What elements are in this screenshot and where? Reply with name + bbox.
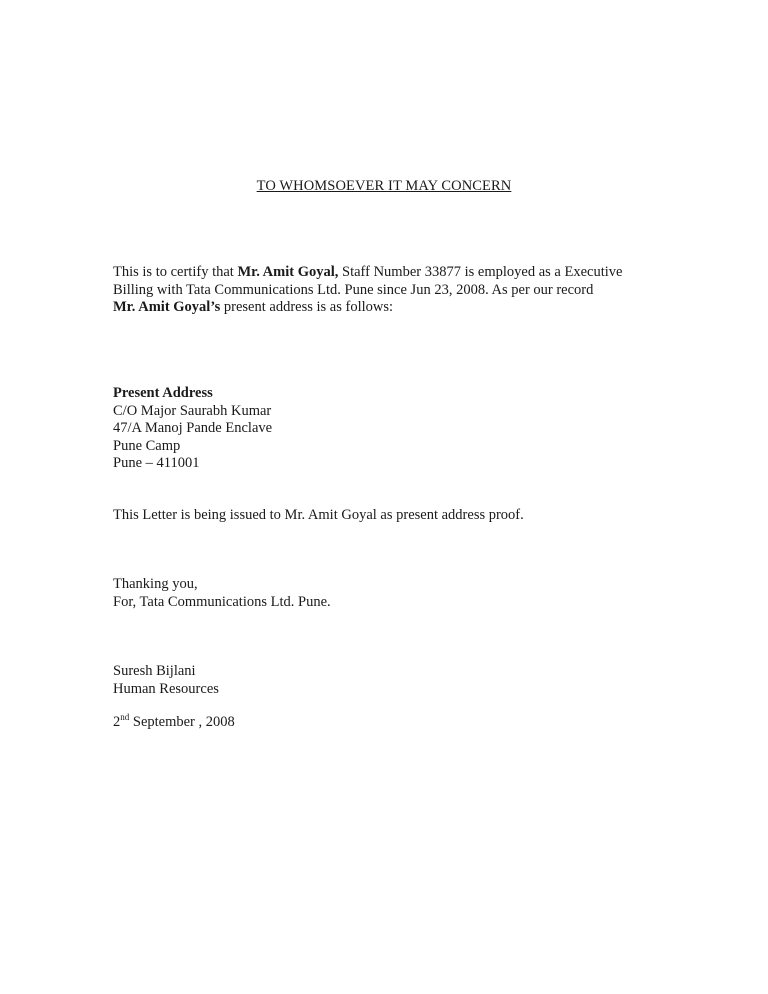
paragraph-text: Staff Number 33877 is employed as a Executive [338,264,623,280]
thanking-line: Thanking you, [113,576,198,592]
signatory-department: Human Resources [113,680,219,697]
date-day: 2 [113,714,121,730]
signatory-name: Suresh Bijlani [113,663,196,679]
paragraph-line-3 [113,299,673,317]
address-line: Pune Camp [113,437,181,454]
letter-date [113,714,673,732]
issued-statement: This Letter is being issued to Mr. Amit Goyal as present address proof. [113,507,524,523]
paragraph-line-1 [113,264,673,282]
date-month-year: September , 2008 [129,714,235,730]
employee-name: Mr. Amit Goyal, [237,264,339,280]
present-address-block [113,385,673,473]
employee-name-possessive: Mr. Amit Goyal’s [113,299,221,315]
address-line: 47/A Manoj Pande Enclave [113,420,273,436]
closing-block [113,576,673,611]
signatory-block [113,663,673,698]
date-ordinal-suffix: nd [120,712,130,722]
paragraph-text: present address is as follows: [220,299,394,315]
certification-paragraph [113,264,673,317]
address-line: C/O Major Saurabh Kumar [113,402,272,419]
address-label: Present Address [113,385,213,401]
paragraph-line-2: Billing with Tata Communications Ltd. Pune since Jun 23, 2008. As per our record [113,281,594,298]
paragraph-text: This is to certify that [113,264,238,280]
company-line: For, Tata Communications Ltd. Pune. [113,593,331,610]
address-line: Pune – 411001 [113,455,200,471]
letter-heading: TO WHOMSOEVER IT MAY CONCERN [256,178,512,194]
